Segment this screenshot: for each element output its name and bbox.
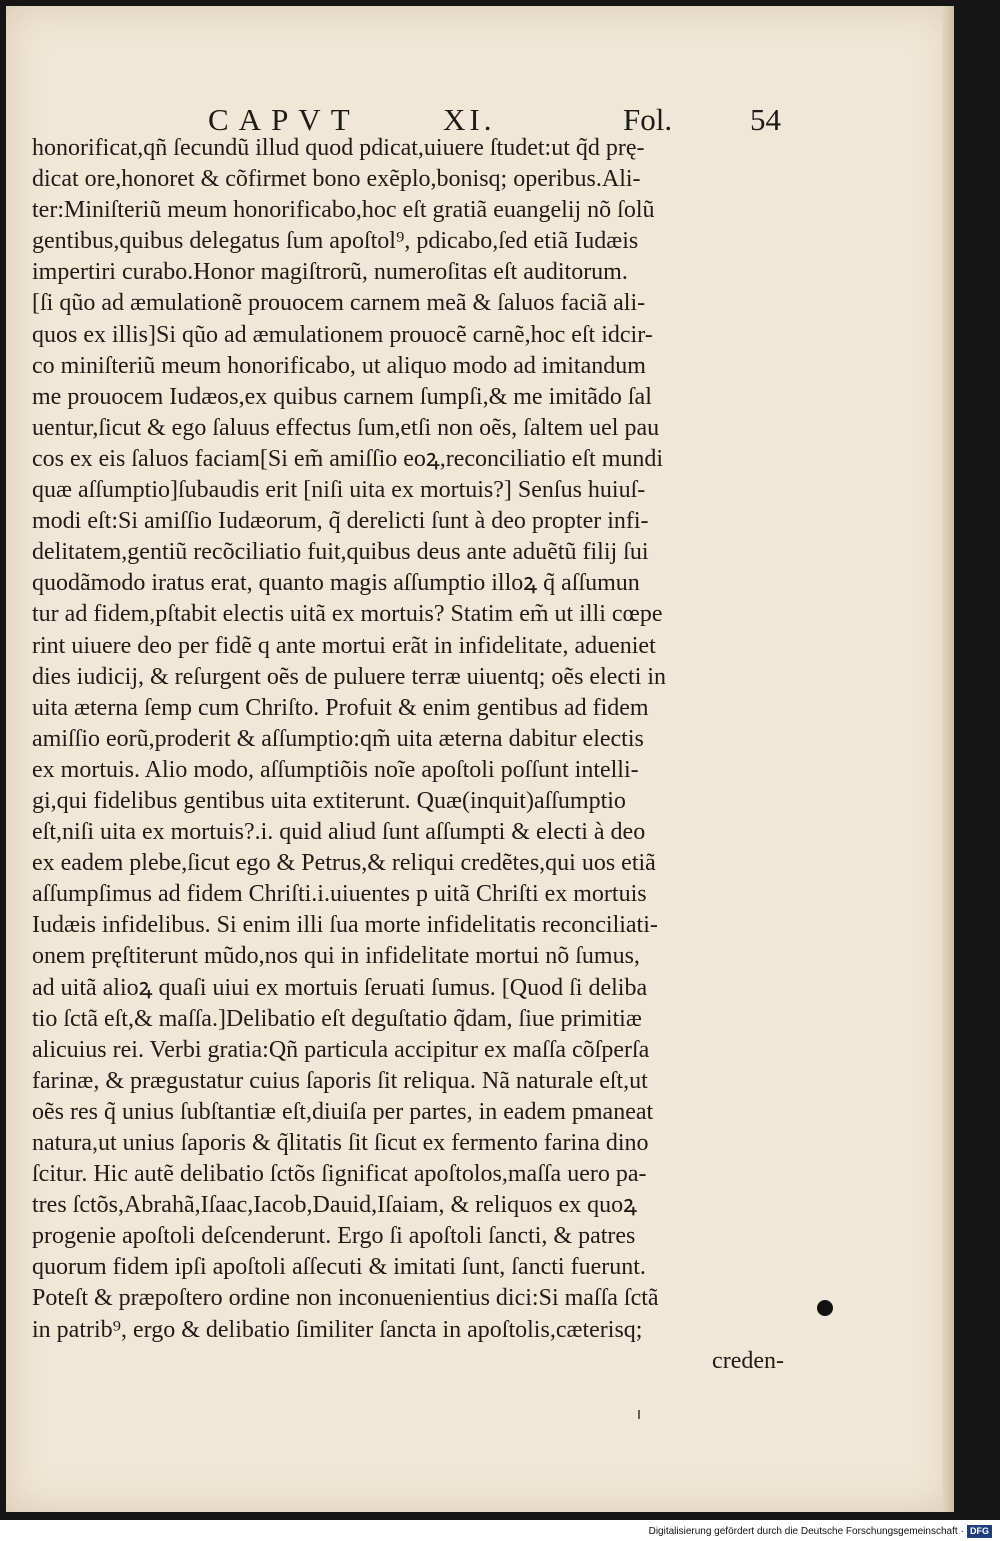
text-line: creden- — [712, 1347, 784, 1374]
ink-dot-mark — [817, 1300, 833, 1316]
text-line: alicuius rei. Verbi gratia:Qñ particula accipitur ex maſſa cõſperſa — [32, 1036, 650, 1063]
text-line: aſſumpſimus ad fidem Chriſti.i.uiuentes p uitã Chriſti ex mortuis — [32, 881, 647, 908]
running-head-chapter: XI. — [443, 102, 496, 137]
credit-separator: · — [960, 1526, 964, 1537]
text-line: ter:Miniſteriũ meum honorificabo,hoc eſt gratiã euangelij nõ ſolũ — [32, 197, 655, 224]
text-line: Iudæis infidelibus. Si enim illi ſua morte infidelitatis reconciliati- — [32, 912, 658, 939]
text-line: co miniſteriũ meum honorificabo, ut aliquo modo ad imitandum — [32, 352, 646, 379]
dfg-logo: DFG — [967, 1525, 992, 1538]
text-line: farinæ, & prægustatur cuius ſaporis ſit reliqua. Nã naturale eſt,ut — [32, 1067, 648, 1094]
text-line: quæ aſſumptio]ſubaudis erit [niſi uita ex mortuis?] Senſus huiuſ- — [32, 477, 646, 504]
text-line: gi,qui fidelibus gentibus uita extiterunt. Quæ(inquit)aſſumptio — [32, 787, 626, 814]
body-text — [32, 133, 784, 1377]
text-line: impertiri curabo.Honor magiſtrorũ, numeroſitas eſt auditorum. — [32, 259, 628, 286]
text-line: in patrib⁹, ergo & delibatio ſimiliter ſancta in apoſtolis,cæterisq; — [32, 1316, 643, 1343]
text-line: dies iudicij, & reſurgent oẽs de puluere terræ uiuentq; oẽs electi in — [32, 663, 667, 690]
text-line: [ſi qũo ad æmulationẽ prouocem carnem meã & ſaluos faciã ali- — [32, 290, 646, 317]
digitization-credit — [649, 1525, 992, 1538]
text-line: tur ad fidem,pſtabit electis uitã ex mortuis? Statim em̃ ut illi cœpe — [32, 601, 663, 628]
text-line: natura,ut unius ſaporis & q̃litatis ſit ſicut ex fermento farina dino — [32, 1130, 649, 1156]
ink-tick-mark — [638, 1410, 640, 1419]
text-line: uita æterna ſemp cum Chriſto. Profuit & enim gentibus ad fidem — [32, 694, 649, 721]
text-line: progenie apoſtoli deſcenderunt. Ergo ſi apoſtoli ſancti, & patres — [32, 1223, 636, 1250]
text-line: oẽs res q̃ unius ſubſtantiæ eſt,diuiſa per partes, in eadem pmaneat — [32, 1098, 654, 1125]
page-edge — [942, 6, 954, 1512]
running-head-folio-number: 54 — [750, 102, 781, 137]
text-line: gentibus,quibus delegatus ſum apoſtol⁹, pdicabo,ſed etiã Iudæis — [32, 228, 639, 255]
text-line: ad uitã alioꝝ quaſi uiui ex mortuis ſeruati ſumus. [Quod ſi deliba — [32, 974, 648, 1001]
running-head-folio-label: Fol. — [623, 102, 673, 137]
text-line: ex eadem plebe,ſicut ego & Petrus,& reliqui credẽtes,qui uos etiã — [32, 850, 656, 877]
text-line: tres ſctõs,Abrahã,Iſaac,Iacob,Dauid,Iſaiam, & reliquos ex quoꝝ — [32, 1192, 637, 1219]
text-line: onem pręſtiterunt mũdo,nos qui in infidelitate mortui nõ ſumus, — [32, 943, 640, 970]
text-line: modi eſt:Si amiſſio Iudæorum, q̃ derelicti ſunt à deo propter infi- — [32, 508, 649, 535]
text-line: quodãmodo iratus erat, quanto magis aſſumptio illoꝝ q̃ aſſumun — [32, 570, 640, 597]
text-line: honorificat,qñ ſecundũ illud quod pdicat,uiuere ſtudet:ut q̃d prę- — [32, 135, 645, 161]
credit-text: Digitalisierung gefördert durch die Deutsche Forschungsgemeinschaft — [648, 1526, 958, 1537]
text-line: eſt,niſi uita ex mortuis?.i. quid aliud ſunt aſſumpti & electi à deo — [32, 819, 646, 846]
text-line: delitatem,gentiũ recõciliatio fuit,quibus deus ante aduẽtũ filij ſui — [32, 539, 649, 566]
text-line: quos ex illis]Si qũo ad æmulationem prouocẽ carnẽ,hoc eſt idcir- — [32, 321, 653, 348]
text-line: cos ex eis ſaluos faciam[Si em̃ amiſſio eoꝝ,reconciliatio eſt mundi — [32, 445, 664, 472]
text-line: ſcitur. Hic autẽ delibatio ſctõs ſignificat apoſtolos,maſſa uero pa- — [32, 1161, 647, 1188]
text-line: rint uiuere deo per fidẽ q ante mortui erãt in infidelitate, adueniet — [32, 632, 656, 659]
text-line: quorum fidem ipſi apoſtoli aſſecuti & imitati ſunt, ſancti fuerunt. — [32, 1254, 646, 1281]
text-line: me prouocem Iudæos,ex quibus carnem ſumpſi,& me imitãdo ſal — [32, 383, 652, 410]
text-line: tio ſctã eſt,& maſſa.]Delibatio eſt deguſtatio q̃dam, ſiue primitiæ — [32, 1005, 642, 1032]
running-head-title: CAPVT — [208, 102, 360, 137]
text-line: amiſſio eorũ,proderit & aſſumptio:qm̃ uita æterna dabitur electis — [32, 725, 644, 752]
text-line: Poteſt & præpoſtero ordine non inconuenientius dici:Si maſſa ſctã — [32, 1285, 659, 1312]
text-line: dicat ore,honoret & cõfirmet bono exẽplo,bonisq; operibus.Ali- — [32, 166, 641, 193]
text-line: ex mortuis. Alio modo, aſſumptiõis noĩe apoſtoli poſſunt intelli- — [32, 756, 639, 783]
text-line: uentur,ſicut & ego ſaluus effectus ſum,etſi non oẽs, ſaltem uel pau — [32, 414, 660, 441]
